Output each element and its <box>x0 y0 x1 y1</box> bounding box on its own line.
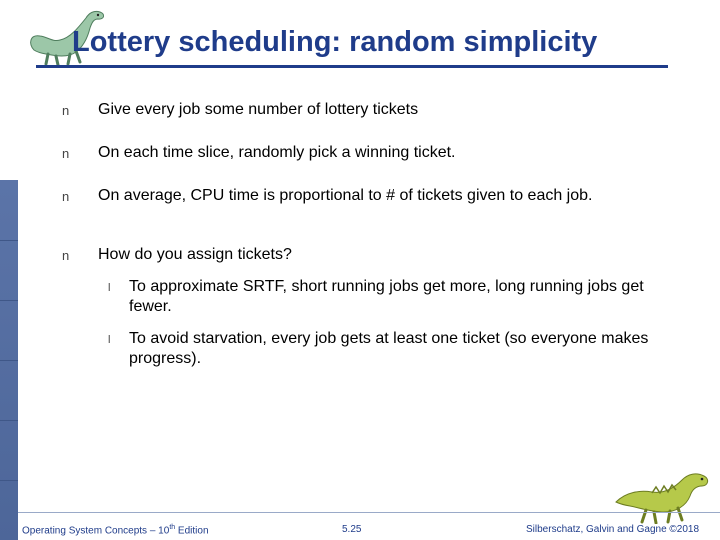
subbullet-text: To avoid starvation, every job gets at least one ticket (so everyone makes progress). <box>129 330 649 367</box>
bullet-text: On average, CPU time is proportional to # of tickets given to each job. <box>98 187 593 204</box>
bullet-text: How do you assign tickets? <box>98 246 292 263</box>
list-item <box>62 100 692 120</box>
footer-divider <box>18 512 720 513</box>
footer-copyright: Silberschatz, Galvin and Gagne ©2018 <box>526 524 700 535</box>
title-underline <box>36 65 668 68</box>
square-bullet-icon: n <box>62 189 70 204</box>
diamond-bullet-icon: l <box>108 334 111 346</box>
diamond-bullet-icon: l <box>108 282 111 294</box>
subbullet-text: To approximate SRTF, short running jobs get more, long running jobs get fewer. <box>129 278 644 315</box>
bullet-list <box>62 100 692 369</box>
sidebar-stripe <box>0 0 18 540</box>
square-bullet-icon: n <box>62 146 70 161</box>
list-item <box>62 143 692 163</box>
list-item <box>62 186 692 206</box>
list-item <box>62 329 692 369</box>
square-bullet-icon: n <box>62 248 70 263</box>
page-number: 5.25 <box>342 524 362 535</box>
page-title: Lottery scheduling: random simplicity <box>72 26 598 58</box>
list-item <box>62 245 692 265</box>
list-item <box>62 277 692 317</box>
dinosaur-icon <box>612 462 716 524</box>
bullet-text: Give every job some number of lottery tickets <box>98 101 419 118</box>
bullet-text: On each time slice, randomly pick a winning ticket. <box>98 144 456 161</box>
square-bullet-icon: n <box>62 103 70 118</box>
footer-book-title: Operating System Concepts – 10th Edition <box>22 524 209 537</box>
